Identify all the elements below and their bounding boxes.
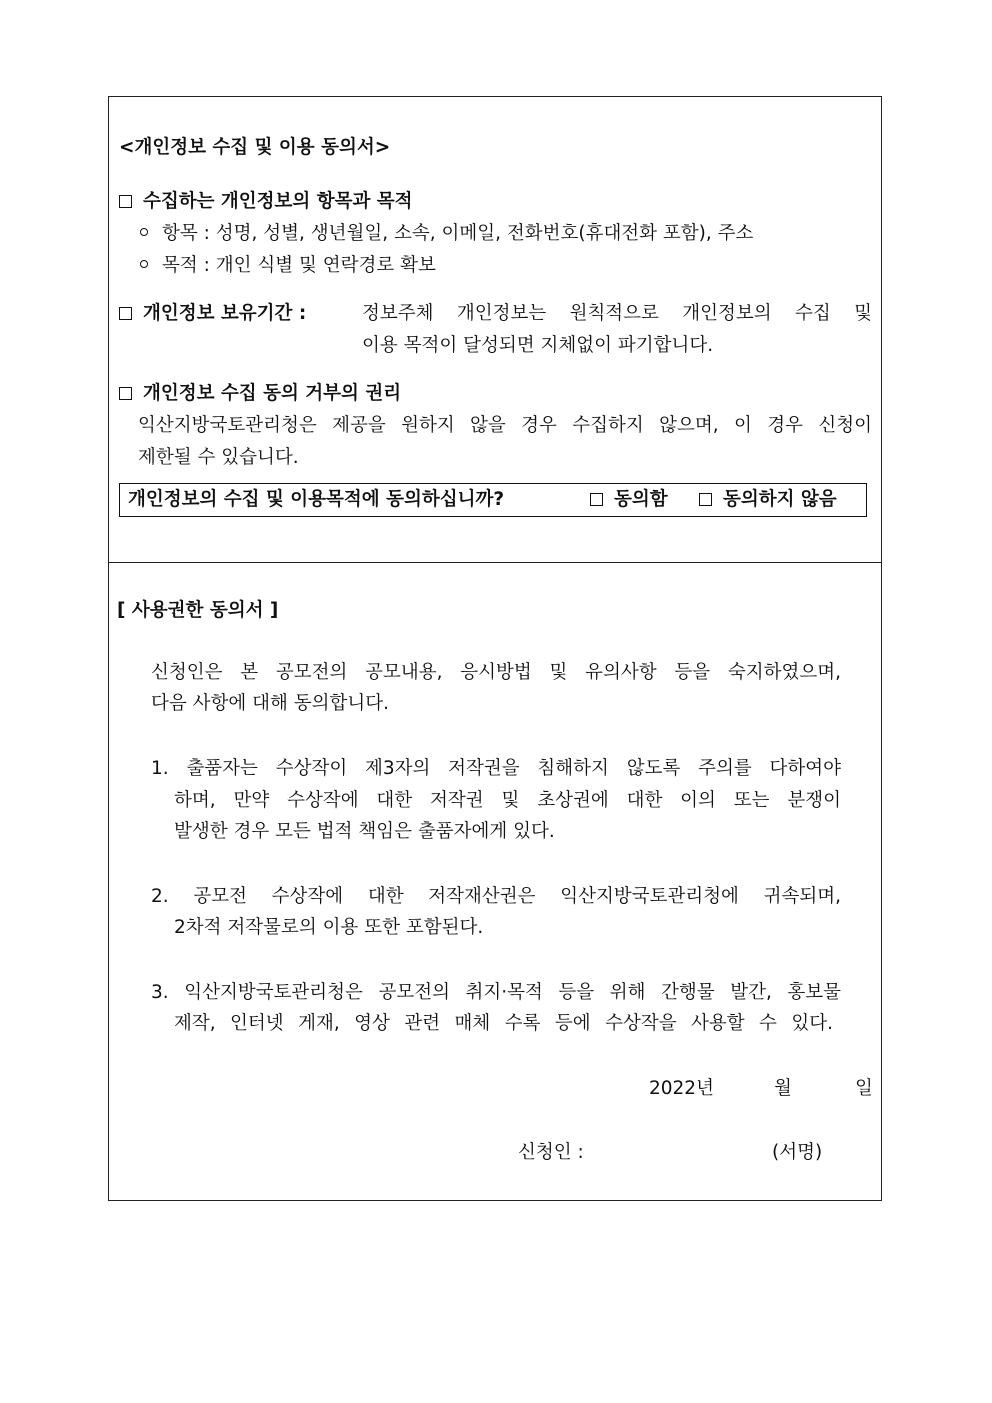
disagree-label: 동의하지 않음: [723, 489, 837, 510]
agree-option[interactable]: [590, 488, 668, 512]
usage-intro-line2: 다음 사항에 대해 동의합니다.: [151, 693, 389, 714]
sec3-checkbox-icon: [119, 387, 132, 400]
agree-label: 동의함: [614, 489, 668, 510]
sec2-line1: 정보주체 개인정보는 원칙적으로 개인정보의 수집 및: [362, 303, 872, 324]
sec3-line1: 익산지방국토관리청은 제공을 원하지 않을 경우 수집하지 않으며, 이 경우 신청이: [138, 415, 872, 436]
sec3-title: 개인정보 수집 동의 거부의 권리: [143, 383, 402, 404]
usage-title: [ 사용권한 동의서 ]: [117, 600, 279, 621]
applicant-label: 신청인 :: [518, 1142, 584, 1163]
usage-item3-line1: 3. 익산지방국토관리청은 공모전의 취지·목적 등을 위해 간행물 발간, 홍보물: [151, 982, 841, 1003]
consent-title: <개인정보 수집 및 이용 동의서>: [119, 137, 391, 158]
sec2-checkbox-icon: [119, 307, 132, 320]
sec1-title: 수집하는 개인정보의 항목과 목적: [143, 191, 413, 212]
sec1-item2: [140, 254, 436, 278]
sec1-item1-text: 항목 : 성명, 성별, 생년월일, 소속, 이메일, 전화번호(휴대전화 포함), 주소: [162, 223, 754, 244]
usage-item1-line3: 발생한 경우 모든 법적 책임은 출품자에게 있다.: [174, 821, 555, 842]
usage-item3-line2: 제작, 인터넷 게재, 영상 관련 매체 수록 등에 수상작을 사용할 수 있다.: [174, 1013, 833, 1034]
usage-item1-line2: 하며, 만약 수상작에 대한 저작권 및 초상권에 대한 이의 또는 분쟁이: [174, 790, 841, 811]
usage-item2-line2: 2차적 저작물로의 이용 또한 포함된다.: [174, 917, 484, 938]
section-divider: [108, 562, 882, 563]
sec2-heading: [119, 302, 306, 326]
consent-question: 개인정보의 수집 및 이용목적에 동의하십니까?: [128, 489, 505, 510]
agree-checkbox[interactable]: [590, 493, 603, 506]
sec3-line2: 제한될 수 있습니다.: [138, 447, 299, 468]
date-month: 월: [774, 1078, 792, 1099]
usage-item2-line1: 2. 공모전 수상작에 대한 저작재산권은 익산지방국토관리청에 귀속되며,: [151, 886, 841, 907]
date-year: 2022년: [649, 1078, 714, 1099]
disagree-option[interactable]: [699, 488, 837, 512]
sec1-item2-text: 목적 : 개인 식별 및 연락경로 확보: [162, 255, 436, 276]
sec2-line2: 이용 목적이 달성되면 지체없이 파기합니다.: [362, 335, 714, 356]
sec2-title: 개인정보 보유기간 :: [143, 303, 307, 324]
sec1-heading: [119, 190, 413, 214]
signature-label: (서명): [772, 1142, 823, 1163]
circle-bullet-icon: [140, 228, 148, 236]
circle-bullet-icon: [140, 260, 148, 268]
disagree-checkbox[interactable]: [699, 493, 712, 506]
sec1-checkbox-icon: [119, 195, 132, 208]
date-day: 일: [855, 1078, 873, 1099]
sec1-item1: [140, 222, 753, 246]
usage-intro-line1: 신청인은 본 공모전의 공모내용, 응시방법 및 유의사항 등을 숙지하였으며,: [151, 662, 841, 683]
sec3-heading: [119, 382, 401, 406]
usage-item1-line1: 1. 출품자는 수상작이 제3자의 저작권을 침해하지 않도록 주의를 다하여야: [151, 758, 841, 779]
